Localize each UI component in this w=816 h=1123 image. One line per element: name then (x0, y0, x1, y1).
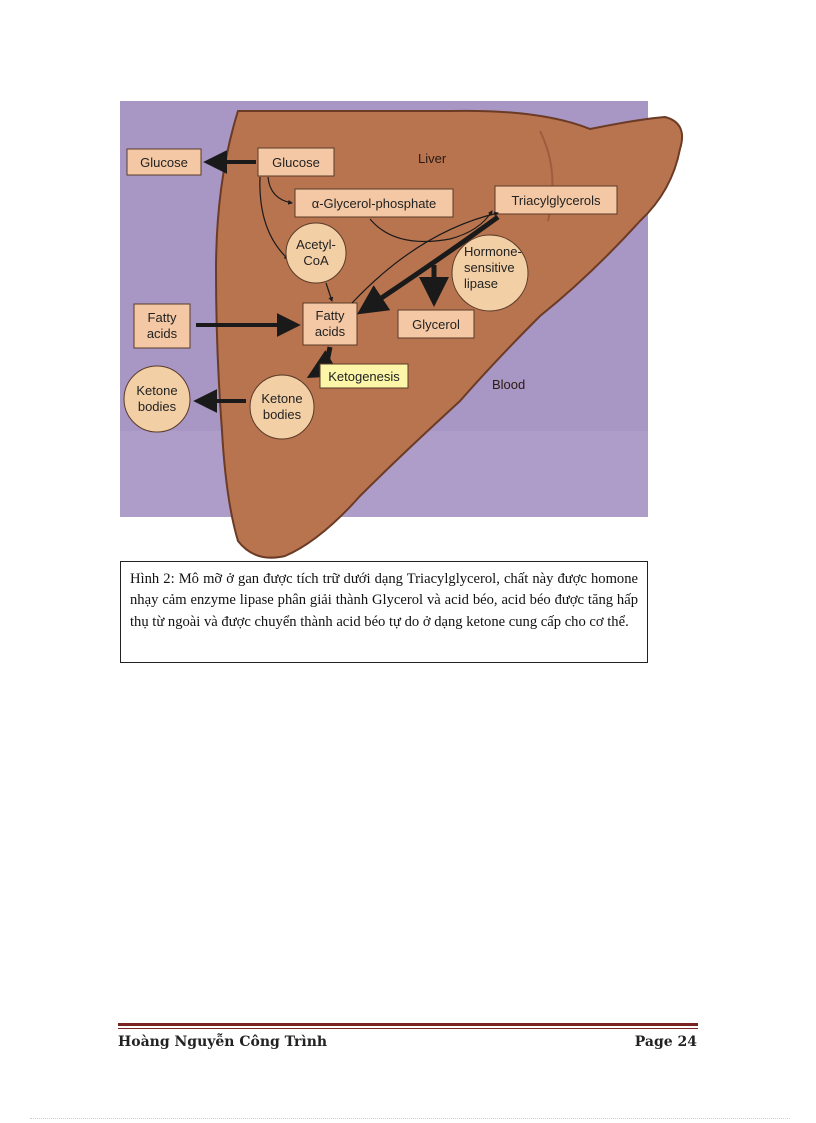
fatty-acids-liver-label-1: Fatty (315, 308, 345, 323)
ketogenesis-label: Ketogenesis (328, 369, 400, 384)
ketone-bodies-liver-label-1: Ketone (261, 391, 303, 406)
hormone-lipase-label-1: Hormone- (464, 244, 522, 259)
footer-rule (118, 1023, 698, 1026)
footer-rule-thin (118, 1028, 698, 1029)
liver-label: Liver (418, 151, 447, 166)
glycerol-phosphate-label: α-Glycerol-phosphate (311, 196, 437, 211)
fatty-acids-liver-label-2: acids (314, 324, 346, 339)
hormone-lipase-label-2: sensitive (464, 260, 515, 275)
ketone-bodies-blood-label-2: bodies (137, 399, 177, 414)
acetyl-coa-label-2: CoA (303, 253, 329, 268)
page-number: Page 24 (634, 1034, 697, 1050)
caption-text: Hình 2: Mô mỡ ở gan được tích trữ dưới dạng Triacylglycerol, chất này được homone nhạy cảm enzyme lipase phân giải thành Glycerol và acid béo, acid béo được tăng hấp thụ từ ngoài và được chuyển thành acid béo tự do ở dạng ketone cung cấp cho cơ thể. (130, 571, 638, 630)
glucose-output-label: Glucose (140, 155, 188, 170)
liver-metabolism-figure (120, 101, 686, 562)
ketone-bodies-liver-label-2: bodies (262, 407, 302, 422)
hormone-lipase-label-3: lipase (464, 276, 498, 291)
glycerol-label: Glycerol (412, 317, 460, 332)
ketone-bodies-blood-label-1: Ketone (136, 383, 178, 398)
blood-label: Blood (492, 377, 526, 392)
fatty-acids-external-label-1: Fatty (147, 310, 177, 325)
figure-caption (120, 561, 648, 663)
acetyl-coa-label-1: Acetyl- (296, 237, 336, 252)
glucose-liver-label: Glucose (272, 155, 320, 170)
fatty-acids-external-label-2: acids (146, 326, 178, 341)
footer-author: Hoàng Nguyễn Công Trình (118, 1034, 328, 1050)
page-bottom-divider (30, 1118, 790, 1119)
triacylglycerols-label: Triacylglycerols (511, 193, 601, 208)
